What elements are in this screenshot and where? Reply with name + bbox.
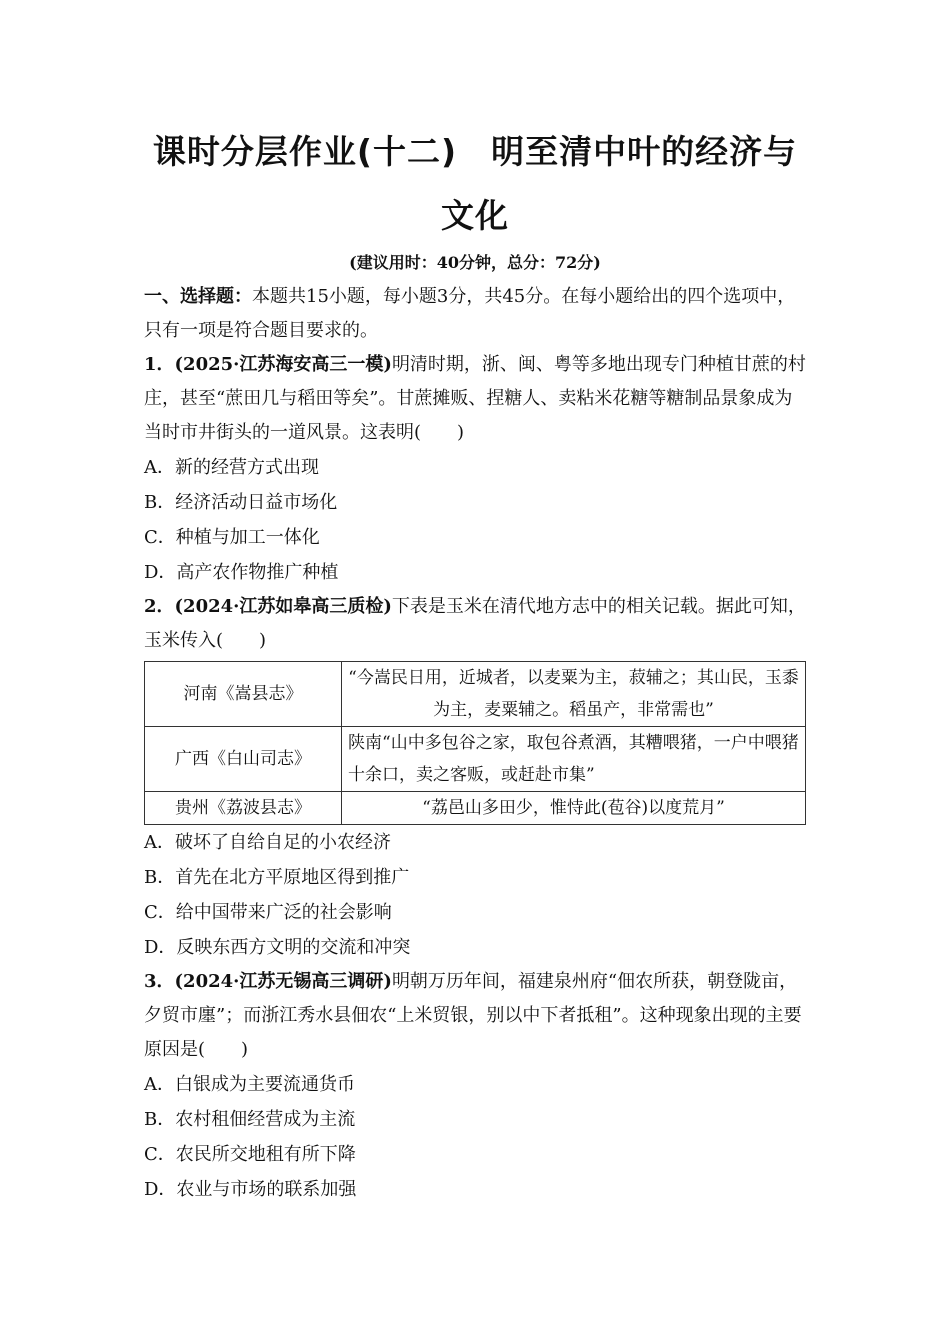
table-cell-place: 广西《白山司志》 [145,727,342,792]
section-text: 本题共15小题，每小题3分，共45分。在每小题给出的四个选项中，只有一项是符合题目要求的。 [144,286,796,341]
question-3-stem [144,965,806,1067]
question-2-option-a: A．破坏了自给自足的小农经济 [144,832,391,853]
question-3-option-d: D．农业与市场的联系加强 [144,1179,357,1200]
question-text: 下表是玉米在清代地方志中的相关记载。据此可知，玉米传入( ) [144,596,806,651]
question-text: 明朝万历年间，福建泉州府“佃农所获，朝登陇亩，夕贸市廛”；而浙江秀水县佃农“上米贸银，别以中下者抵租”。这种现象出现的主要原因是( ) [144,971,802,1060]
question-1-option-b: B．经济活动日益市场化 [144,492,338,513]
table-row [145,792,806,825]
question-content [144,280,806,1207]
corn-records-table [144,661,806,825]
time-and-score-note: (建议用时：40分钟，总分：72分) [349,253,601,272]
question-1-option-c: C．种植与加工一体化 [144,527,320,548]
question-1-option-d: D．高产农作物推广种植 [144,562,339,583]
section-instructions [144,280,806,348]
question-3-option-b: B．农村租佃经营成为主流 [144,1109,356,1130]
table-cell-record: “荔邑山多田少，惟恃此(苞谷)以度荒月” [342,792,806,825]
question-1-stem [144,348,806,450]
question-2-option-d: D．反映东西方文明的交流和冲突 [144,937,411,958]
question-number: 3． [144,971,175,992]
question-number: 1． [144,354,175,375]
table-cell-place: 贵州《荔波县志》 [145,792,342,825]
section-label: 一、选择题： [144,286,252,307]
question-3-option-a: A．白银成为主要流通货币 [144,1074,355,1095]
question-3-option-c: C．农民所交地租有所下降 [144,1144,356,1165]
question-source: (2024·江苏如皋高三质检) [174,596,392,617]
question-1-option-a: A．新的经营方式出现 [144,457,319,478]
page-title-continued: 文化 [441,196,509,235]
question-2-option-c: C．给中国带来广泛的社会影响 [144,902,392,923]
table-row [145,727,806,792]
table-cell-place: 河南《嵩县志》 [145,662,342,727]
page-title: 课时分层作业(十二) 明至清中叶的经济与 [152,132,798,171]
question-2-stem [144,590,806,658]
question-source: (2025·江苏海安高三一模) [174,354,392,375]
question-source: (2024·江苏无锡高三调研) [174,971,392,992]
question-2-option-b: B．首先在北方平原地区得到推广 [144,867,410,888]
table-row [145,662,806,727]
table-cell-record: 陕南“山中多包谷之家，取包谷煮酒，其糟喂猪，一户中喂猪十余口，卖之客贩，或赶赴市集” [342,727,806,792]
table-cell-record: “今嵩民日用，近城者，以麦粟为主，菽辅之；其山民，玉黍为主，麦粟辅之。稻虽产，非常需也” [342,662,806,727]
question-number: 2． [144,596,175,617]
question-text: 明清时期，浙、闽、粤等多地出现专门种植甘蔗的村庄，甚至“蔗田几与稻田等矣”。甘蔗摊贩、捏糖人、卖粘米花糖等糖制品景象成为当时市井街头的一道风景。这表明( ) [144,354,806,443]
